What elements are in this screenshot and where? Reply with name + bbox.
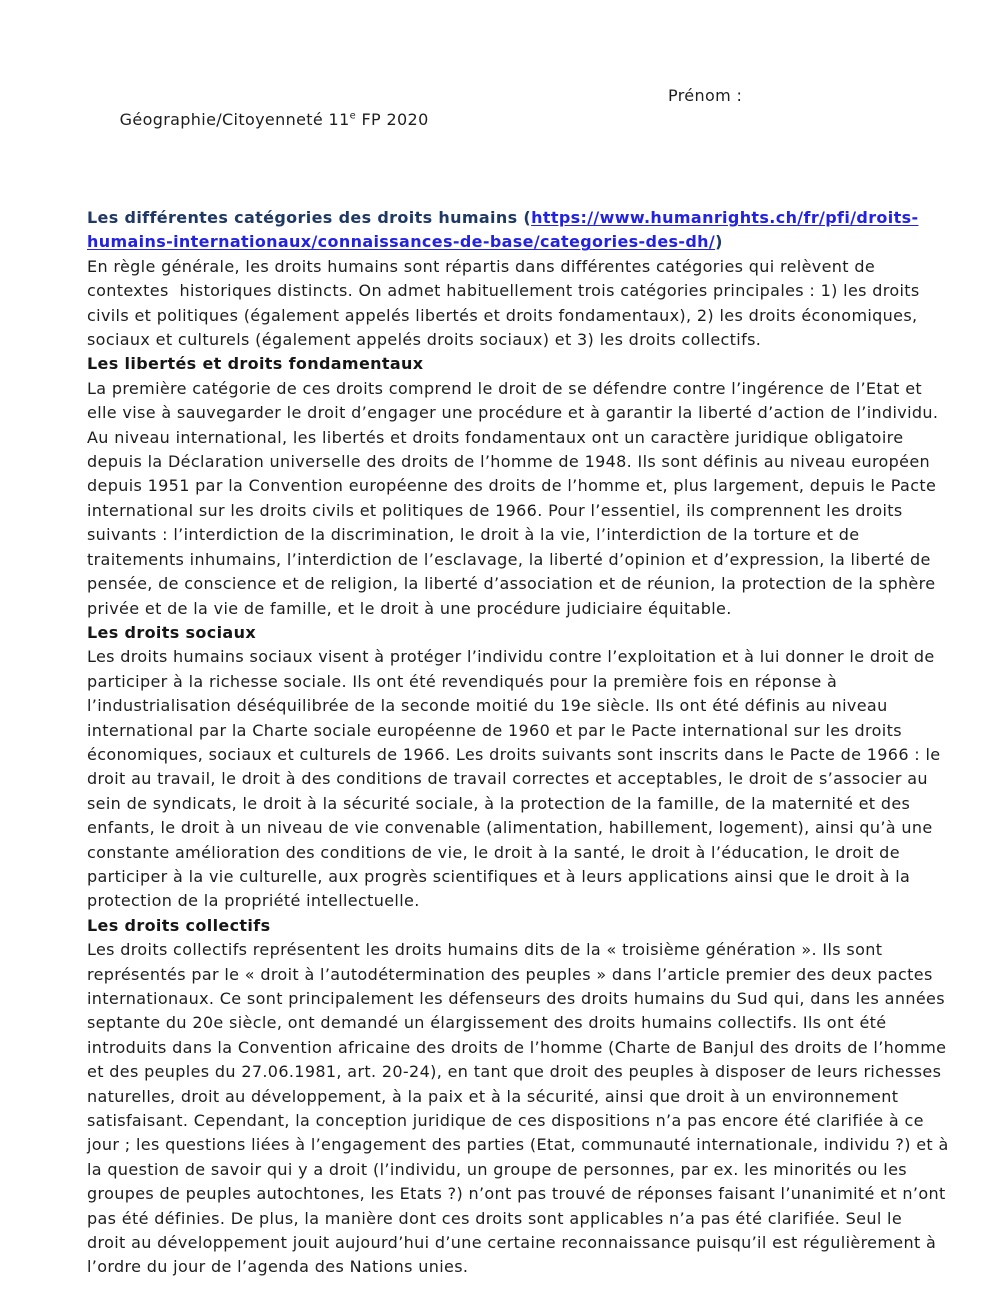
text-line: constante amélioration des conditions de vie, le droit à la santé, le droit à l’éducation, le droit de — [87, 842, 900, 862]
text-line: depuis 1951 par la Convention européenne des droits de l’homme et, plus largement, depuis le Pacte — [87, 476, 937, 496]
text-line: Les droits humains sociaux visent à protéger l’individu contre l’exploitation et à lui donner le droit de — [87, 647, 935, 667]
section-heading: Les droits collectifs — [87, 915, 271, 935]
text-line: privée et de la vie de famille, et le droit à une procédure judiciaire équitable. — [87, 598, 732, 618]
document-body — [87, 182, 957, 1280]
text-line: internationaux. Ce sont principalement les défenseurs des droits humains du Sud qui, dans les années — [87, 989, 945, 1009]
text-line: sein de syndicats, le droit à la sécurité sociale, à la protection de la famille, de la maternité et des — [87, 793, 911, 813]
text-line: économiques, sociaux et culturels de 1966. Les droits suivants sont inscrits dans le Pacte de 1966 : le — [87, 744, 941, 764]
course-title-text: FP 2020 — [356, 110, 429, 130]
text-line: septante du 20e siècle, ont demandé un élargissement des droits humains collectifs. Ils ont été — [87, 1013, 887, 1033]
text-line: représentés par le « droit à l’autodétermination des peuples » dans l’article premier des deux pactes — [87, 964, 933, 984]
text-line: introduits dans la Convention africaine des droits de l’homme (Charte de Banjul des droits de l’homme — [87, 1037, 947, 1057]
text-line: civils et politiques (également appelés libertés et droits fondamentaux), 2) les droits économiques, — [87, 305, 918, 325]
text-line: l’industrialisation déséquilibrée de la seconde moitié du 19e siècle. Ils ont été définis au niveau — [87, 696, 888, 716]
text-line: et des peuples du 27.06.1981, art. 20-24), en tant que droit des peuples à disposer de leurs richesses — [87, 1062, 942, 1082]
text-line: droit au travail, le droit à des conditions de travail correctes et acceptables, le droit de s’associer au — [87, 769, 928, 789]
text-line: groupes de peuples autochtones, les Etats ?) n’ont pas trouvé de réponses faisant l’unanimité et n’ont — [87, 1184, 946, 1204]
document-title-line — [87, 206, 957, 230]
text-line: pas été définies. De plus, la manière dont ces droits sont applicables n’a pas été clarifiée. Seul le — [87, 1208, 903, 1228]
hyperlink[interactable]: humains-internationaux/connaissances-de-base/categories-des-dh/ — [87, 232, 716, 252]
document-title-text: ) — [715, 232, 723, 252]
section-heading: Les droits sociaux — [87, 622, 256, 642]
text-line: jour ; les questions liées à l’engagement des parties (Etat, communauté internationale, individu ?) et à — [87, 1135, 949, 1155]
text-line: enfants, le droit à un niveau de vie convenable (alimentation, habillement, logement), ainsi qu’à une — [87, 818, 933, 838]
text-line: international par la Charte sociale européenne de 1960 et par le Pacte international sur les droits — [87, 720, 902, 740]
document-title-text: Les différentes catégories des droits humains ( — [87, 208, 532, 228]
text-line: suivants : l’interdiction de la discrimination, le droit à la vie, l’interdiction de la torture et de — [87, 525, 860, 545]
text-line: la question de savoir qui y a droit (l’individu, un groupe de personnes, par ex. les minorités ou les — [87, 1159, 907, 1179]
text-line: elle vise à sauvegarder le droit d’engager une procédure et à garantir la liberté d’action de l’individu. — [87, 403, 939, 423]
section-heading: Les libertés et droits fondamentaux — [87, 354, 424, 374]
text-line: Les droits collectifs représentent les droits humains dits de la « troisième génération ». Ils sont — [87, 940, 883, 960]
course-title-superscript: e — [349, 111, 357, 123]
text-line: participer à la vie culturelle, aux progrès scientifiques et à leurs applications ainsi que le droit à la — [87, 866, 911, 886]
text-line: participer à la richesse sociale. Ils ont été revendiqués pour la première fois en réponse à — [87, 671, 838, 691]
course-title — [120, 110, 429, 129]
text-line: sociaux et culturels (également appelés droits sociaux) et 3) les droits collectifs. — [87, 330, 762, 350]
text-line: droit au développement jouit aujourd’hui d’une certaine reconnaissance puisqu’il est régulièrement à — [87, 1233, 937, 1253]
text-line: naturelles, droit au développement, à la paix et à la sécurité, ainsi que droit à un environnement — [87, 1086, 899, 1106]
prenom-label: Prénom : — [668, 86, 743, 105]
course-title-text: Géographie/Citoyenneté 11 — [119, 110, 350, 130]
text-line: satisfaisant. Cependant, la conception juridique de ces dispositions n’a pas encore été clarifiée à ce — [87, 1111, 924, 1131]
text-line: contextes historiques distincts. On admet habituellement trois catégories principales : 1) les droits — [87, 281, 920, 301]
text-line: pensée, de conscience et de religion, la liberté d’association et de réunion, la protection de la sphère — [87, 574, 936, 594]
text-line: La première catégorie de ces droits comprend le droit de se défendre contre l’ingérence de l’Etat et — [87, 378, 923, 398]
hyperlink[interactable]: https://www.humanrights.ch/fr/pfi/droits- — [531, 208, 919, 228]
document-header-row — [87, 84, 957, 182]
text-line: Au niveau international, les libertés et droits fondamentaux ont un caractère juridique obligatoire — [87, 427, 904, 447]
text-line: protection de la propriété intellectuelle. — [87, 891, 420, 911]
blank-line — [87, 182, 957, 206]
document-title-line — [87, 230, 957, 254]
text-line: traitements inhumains, l’interdiction de l’esclavage, la liberté d’opinion et d’expression, la liberté de — [87, 549, 931, 569]
text-line: En règle générale, les droits humains sont répartis dans différentes catégories qui relèvent de — [87, 256, 876, 276]
document-content — [87, 84, 957, 1280]
text-line: l’ordre du jour de l’agenda des Nations unies. — [87, 1257, 469, 1277]
text-line: international sur les droits civils et politiques de 1966. Pour l’essentiel, ils comprennent les droits — [87, 500, 903, 520]
text-line: depuis la Déclaration universelle des droits de l’homme de 1948. Ils sont définis au niveau européen — [87, 452, 931, 472]
